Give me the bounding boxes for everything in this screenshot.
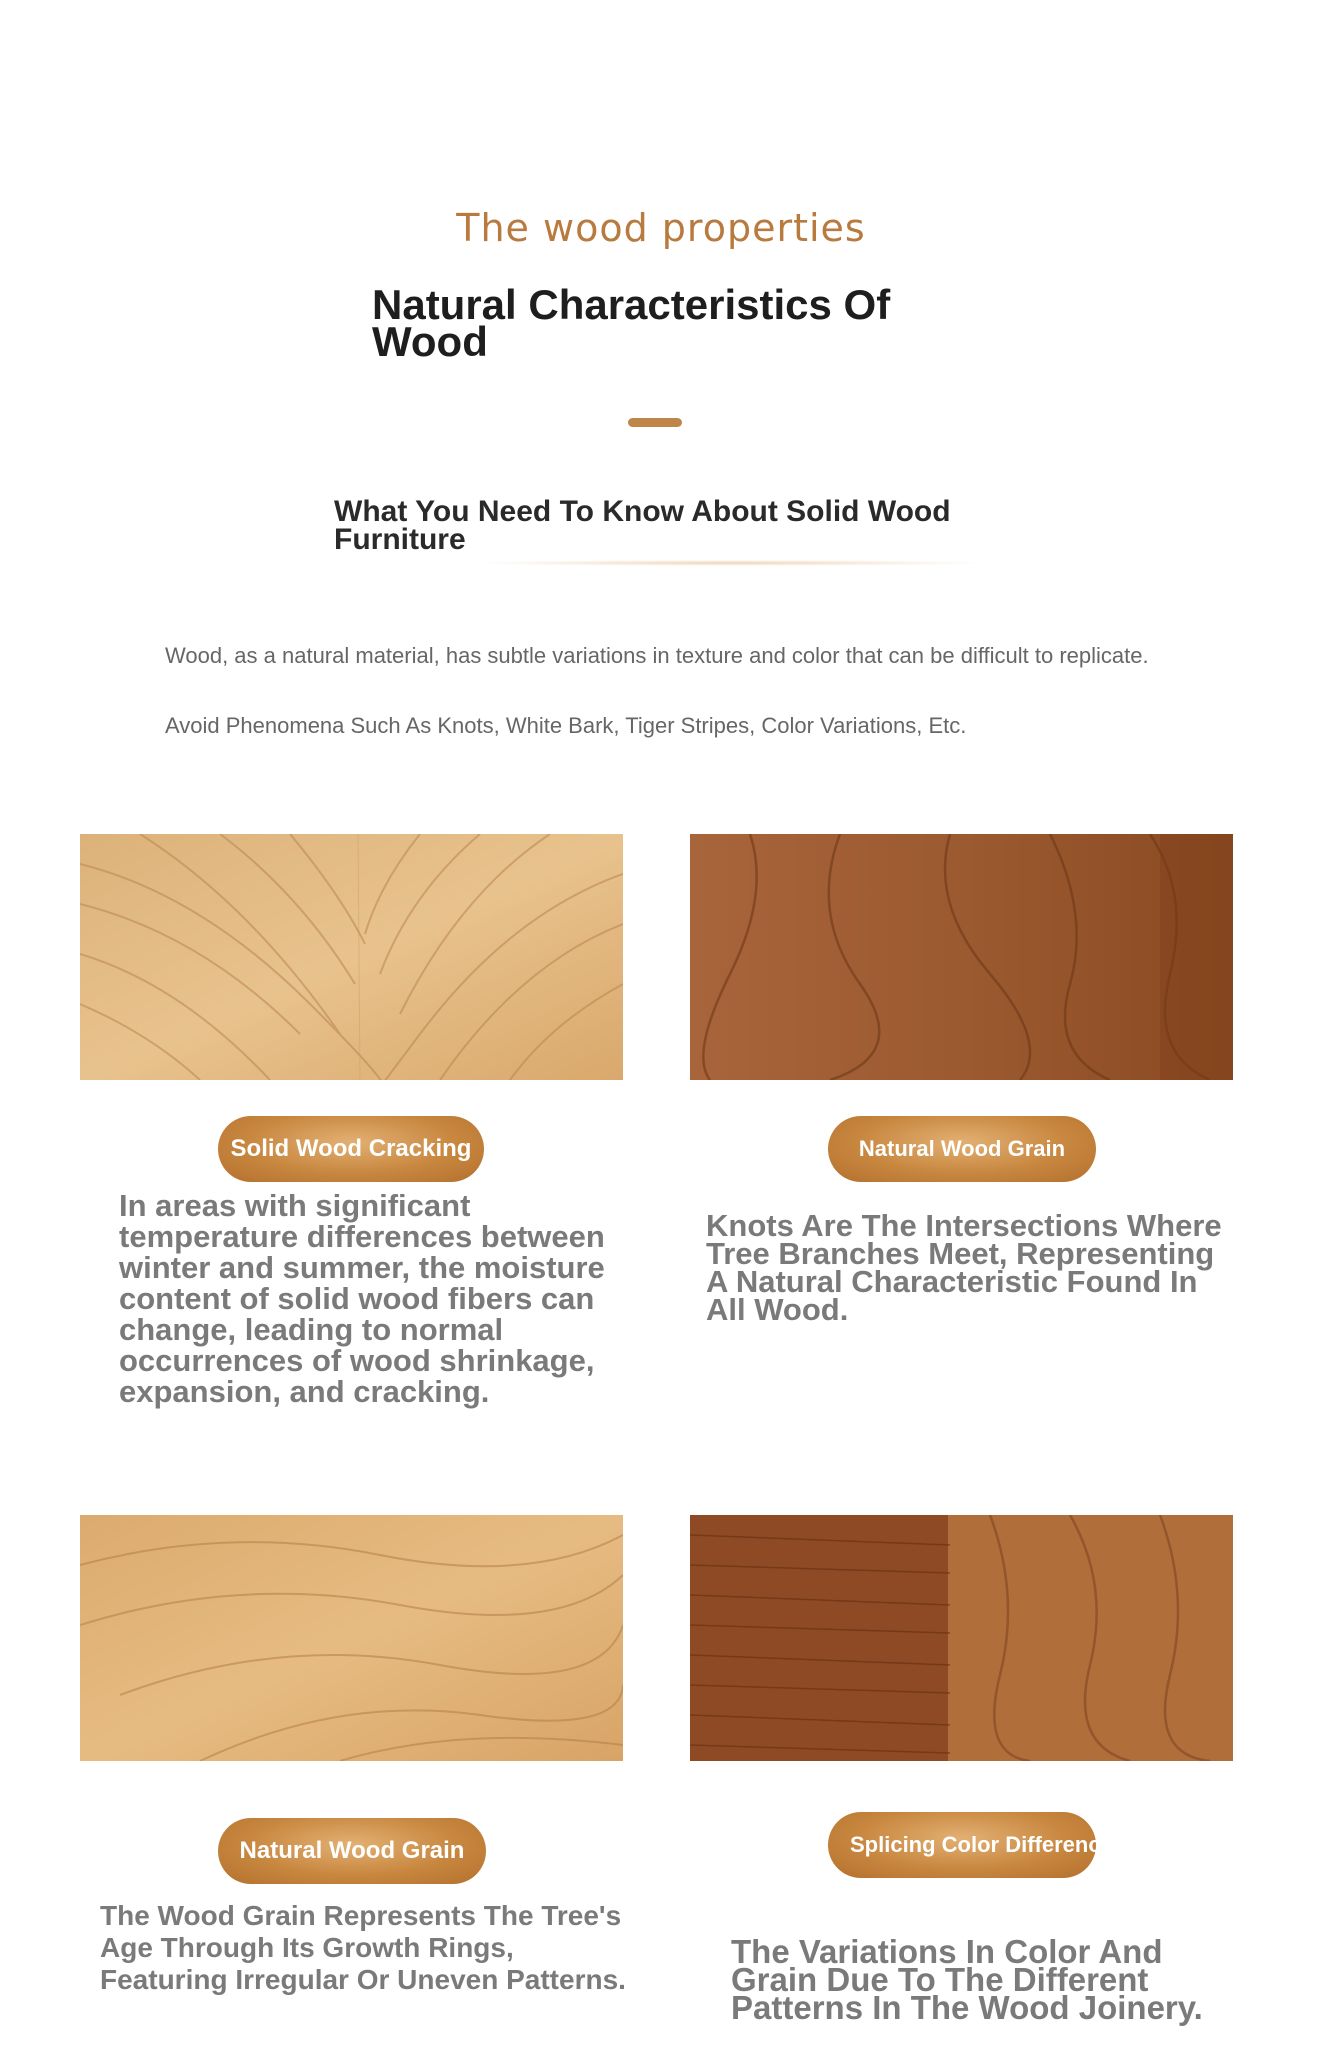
wood-image-knots: [690, 834, 1233, 1080]
label-pill-knots: [828, 1116, 1096, 1182]
wood-image-grain: [80, 1515, 623, 1761]
label-text: Splicing Color Difference: [850, 1832, 1113, 1857]
intro-text-1: Wood, as a natural material, has subtle variations in texture and color that can be difficult to replicate.: [165, 643, 1149, 668]
label-pill-grain: [218, 1818, 486, 1884]
page-eyebrow: The wood properties: [456, 206, 866, 250]
label-text: Solid Wood Cracking: [230, 1135, 472, 1162]
card-description-cracking: In areas with significant temperature differences between winter and summer, the moisture content of solid wood fibers can change, leading to normal occurrences of wood shrinkage, expansion, and cracking.: [119, 1188, 605, 1409]
card-description-splicing: The Variations In Color And Grain Due To The Different Patterns In The Wood Joinery.: [731, 1933, 1203, 2026]
card-description-grain: The Wood Grain Represents The Tree's Age Through Its Growth Rings, Featuring Irregular Or Uneven Patterns.: [100, 1900, 626, 1995]
label-pill-splicing: [828, 1812, 1113, 1878]
card-description-knots: Knots Are The Intersections Where Tree Branches Meet, Representing A Natural Characteristic Found In All Wood.: [706, 1208, 1222, 1327]
wood-image-splicing: [690, 1515, 1233, 1761]
label-text: Natural Wood Grain: [239, 1837, 465, 1864]
section-subtitle: What You Need To Know About Solid Wood Furniture: [334, 495, 951, 556]
label-text: Natural Wood Grain: [858, 1136, 1066, 1161]
wood-image-cracking: [80, 834, 623, 1080]
page-title: Natural Characteristics Of Wood: [372, 281, 891, 365]
title-accent-bar: [628, 418, 682, 427]
label-pill-cracking: [218, 1116, 484, 1182]
intro-text-2: Avoid Phenomena Such As Knots, White Bark, Tiger Stripes, Color Variations, Etc.: [165, 713, 967, 738]
subtitle-underline: [470, 560, 990, 566]
